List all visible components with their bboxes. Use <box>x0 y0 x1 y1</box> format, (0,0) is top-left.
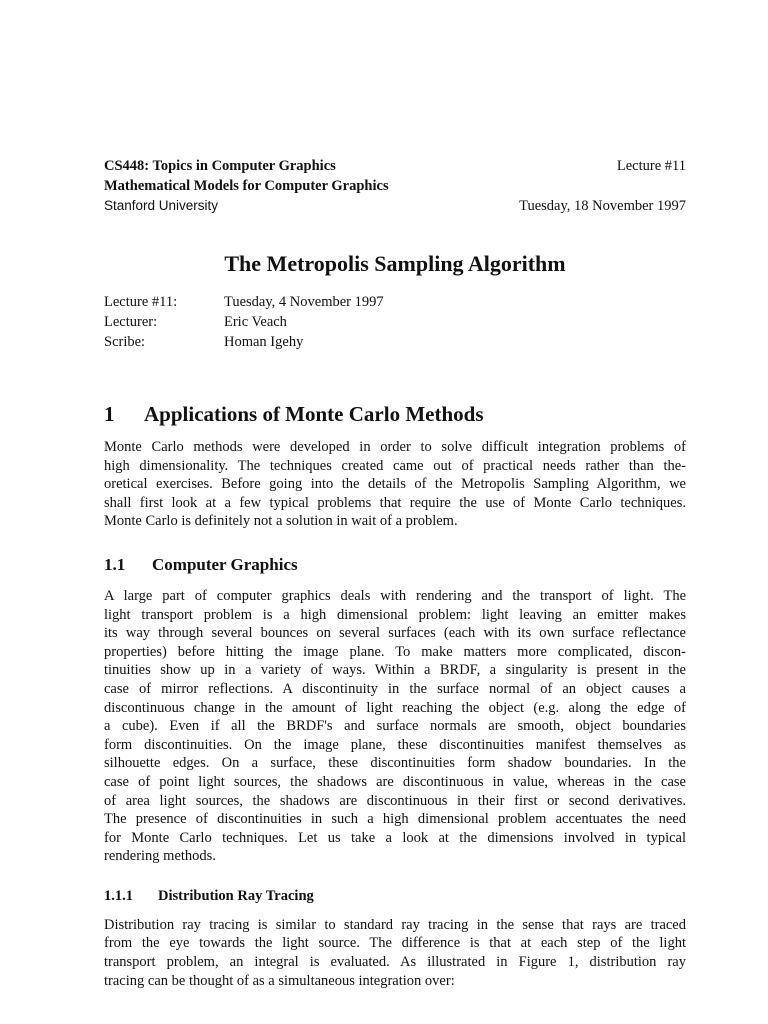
subsubsection-number: 1.1.1 <box>104 887 133 904</box>
text-line: light transport problem is a high dimensional problem: light leaving an emitter makes <box>104 606 686 623</box>
section-number: 1 <box>104 402 115 426</box>
subsection-number: 1.1 <box>104 554 126 574</box>
text-line: form discontinuities. On the image plane, these discontinuities manifest themselves as <box>104 736 686 753</box>
subsubsection-title: Distribution Ray Tracing <box>158 887 314 904</box>
subsection-heading <box>104 553 686 577</box>
text-line: silhouette edges. On a surface, these discontinuities form shadow boundaries. In the <box>104 755 686 772</box>
header-row-3 <box>104 196 686 216</box>
text-line: The presence of discontinuities in such a high dimensional problem accentuates the need <box>104 811 686 828</box>
subsubsection-heading <box>104 886 686 906</box>
header-row-2 <box>104 176 686 196</box>
course-subtitle: Mathematical Models for Computer Graphics <box>104 178 389 194</box>
text-line: high dimensionality. The techniques created came out of practical needs rather than the- <box>104 457 686 474</box>
meta-key: Scribe: <box>104 334 146 350</box>
subsection-title: Computer Graphics <box>152 554 298 574</box>
document-page <box>104 156 686 990</box>
text-line: Distribution ray tracing is similar to standard ray tracing in the sense that rays are traced <box>104 916 686 933</box>
meta-key: Lecturer: <box>104 314 158 330</box>
university: Stanford University <box>104 198 219 213</box>
lecture-number: Lecture #11 <box>616 158 686 174</box>
text-line: case of point light sources, the shadows are discontinuous in value, whereas in the case <box>104 773 686 790</box>
header-date: Tuesday, 18 November 1997 <box>519 198 686 214</box>
text-line: case of mirror reflections. A discontinuity in the surface normal of an object causes a <box>104 680 686 697</box>
meta-row <box>104 332 686 352</box>
text-line: oretical exercises. Before going into the details of the Metropolis Sampling Algorithm, we <box>104 476 686 493</box>
text-line: shall first look at a few typical problems that require the use of Monte Carlo techniques. <box>104 494 686 511</box>
meta-row <box>104 312 686 332</box>
text-line: Monte Carlo is definitely not a solution in wait of a problem. <box>104 513 458 530</box>
meta-value: Tuesday, 4 November 1997 <box>224 294 384 310</box>
text-line: discontinuous change in the amount of light reaching the object (e.g. along the edge of <box>104 699 686 716</box>
paragraph <box>104 587 686 866</box>
lecture-meta <box>104 292 686 352</box>
text-line: of area light sources, the shadows are discontinuous in their first or second derivatives. <box>104 792 686 809</box>
text-line: for Monte Carlo techniques. Let us take a look at the dimensions involved in typical <box>104 829 686 846</box>
text-line: Monte Carlo methods were developed in order to solve difficult integration problems of <box>104 439 686 455</box>
text-line: from the eye towards the light source. The difference is that at each step of the light <box>104 935 686 952</box>
paragraph <box>104 916 686 990</box>
text-line: tracing can be thought of as a simultaneous integration over: <box>104 972 455 989</box>
text-line: a cube). Even if all the BRDF's and surface normals are smooth, object boundaries <box>104 718 686 735</box>
meta-key: Lecture #11: <box>104 294 178 310</box>
meta-row <box>104 292 686 312</box>
meta-value: Homan Igehy <box>224 334 304 350</box>
paragraph <box>104 438 686 531</box>
course-title: CS448: Topics in Computer Graphics <box>104 158 336 174</box>
page-title: The Metropolis Sampling Algorithm <box>224 251 566 276</box>
text-line: properties) before hitting the image plane. To make matters more complicated, discon- <box>104 643 686 660</box>
text-line: its way through several bounces on several surfaces (each with its own surface reflectance <box>104 625 686 642</box>
text-line: A large part of computer graphics deals with rendering and the transport of light. The <box>104 587 686 604</box>
section-title: Applications of Monte Carlo Methods <box>144 402 484 426</box>
text-line: transport problem, an integral is evaluated. As illustrated in Figure 1, distribution ray <box>104 954 686 971</box>
text-line: tinuities show up in a variety of ways. Within a BRDF, a singularity is present in the <box>104 662 686 679</box>
header-row-1 <box>104 156 686 176</box>
meta-value: Eric Veach <box>224 314 287 330</box>
text-line: rendering methods. <box>104 848 216 865</box>
section-heading <box>104 400 686 428</box>
